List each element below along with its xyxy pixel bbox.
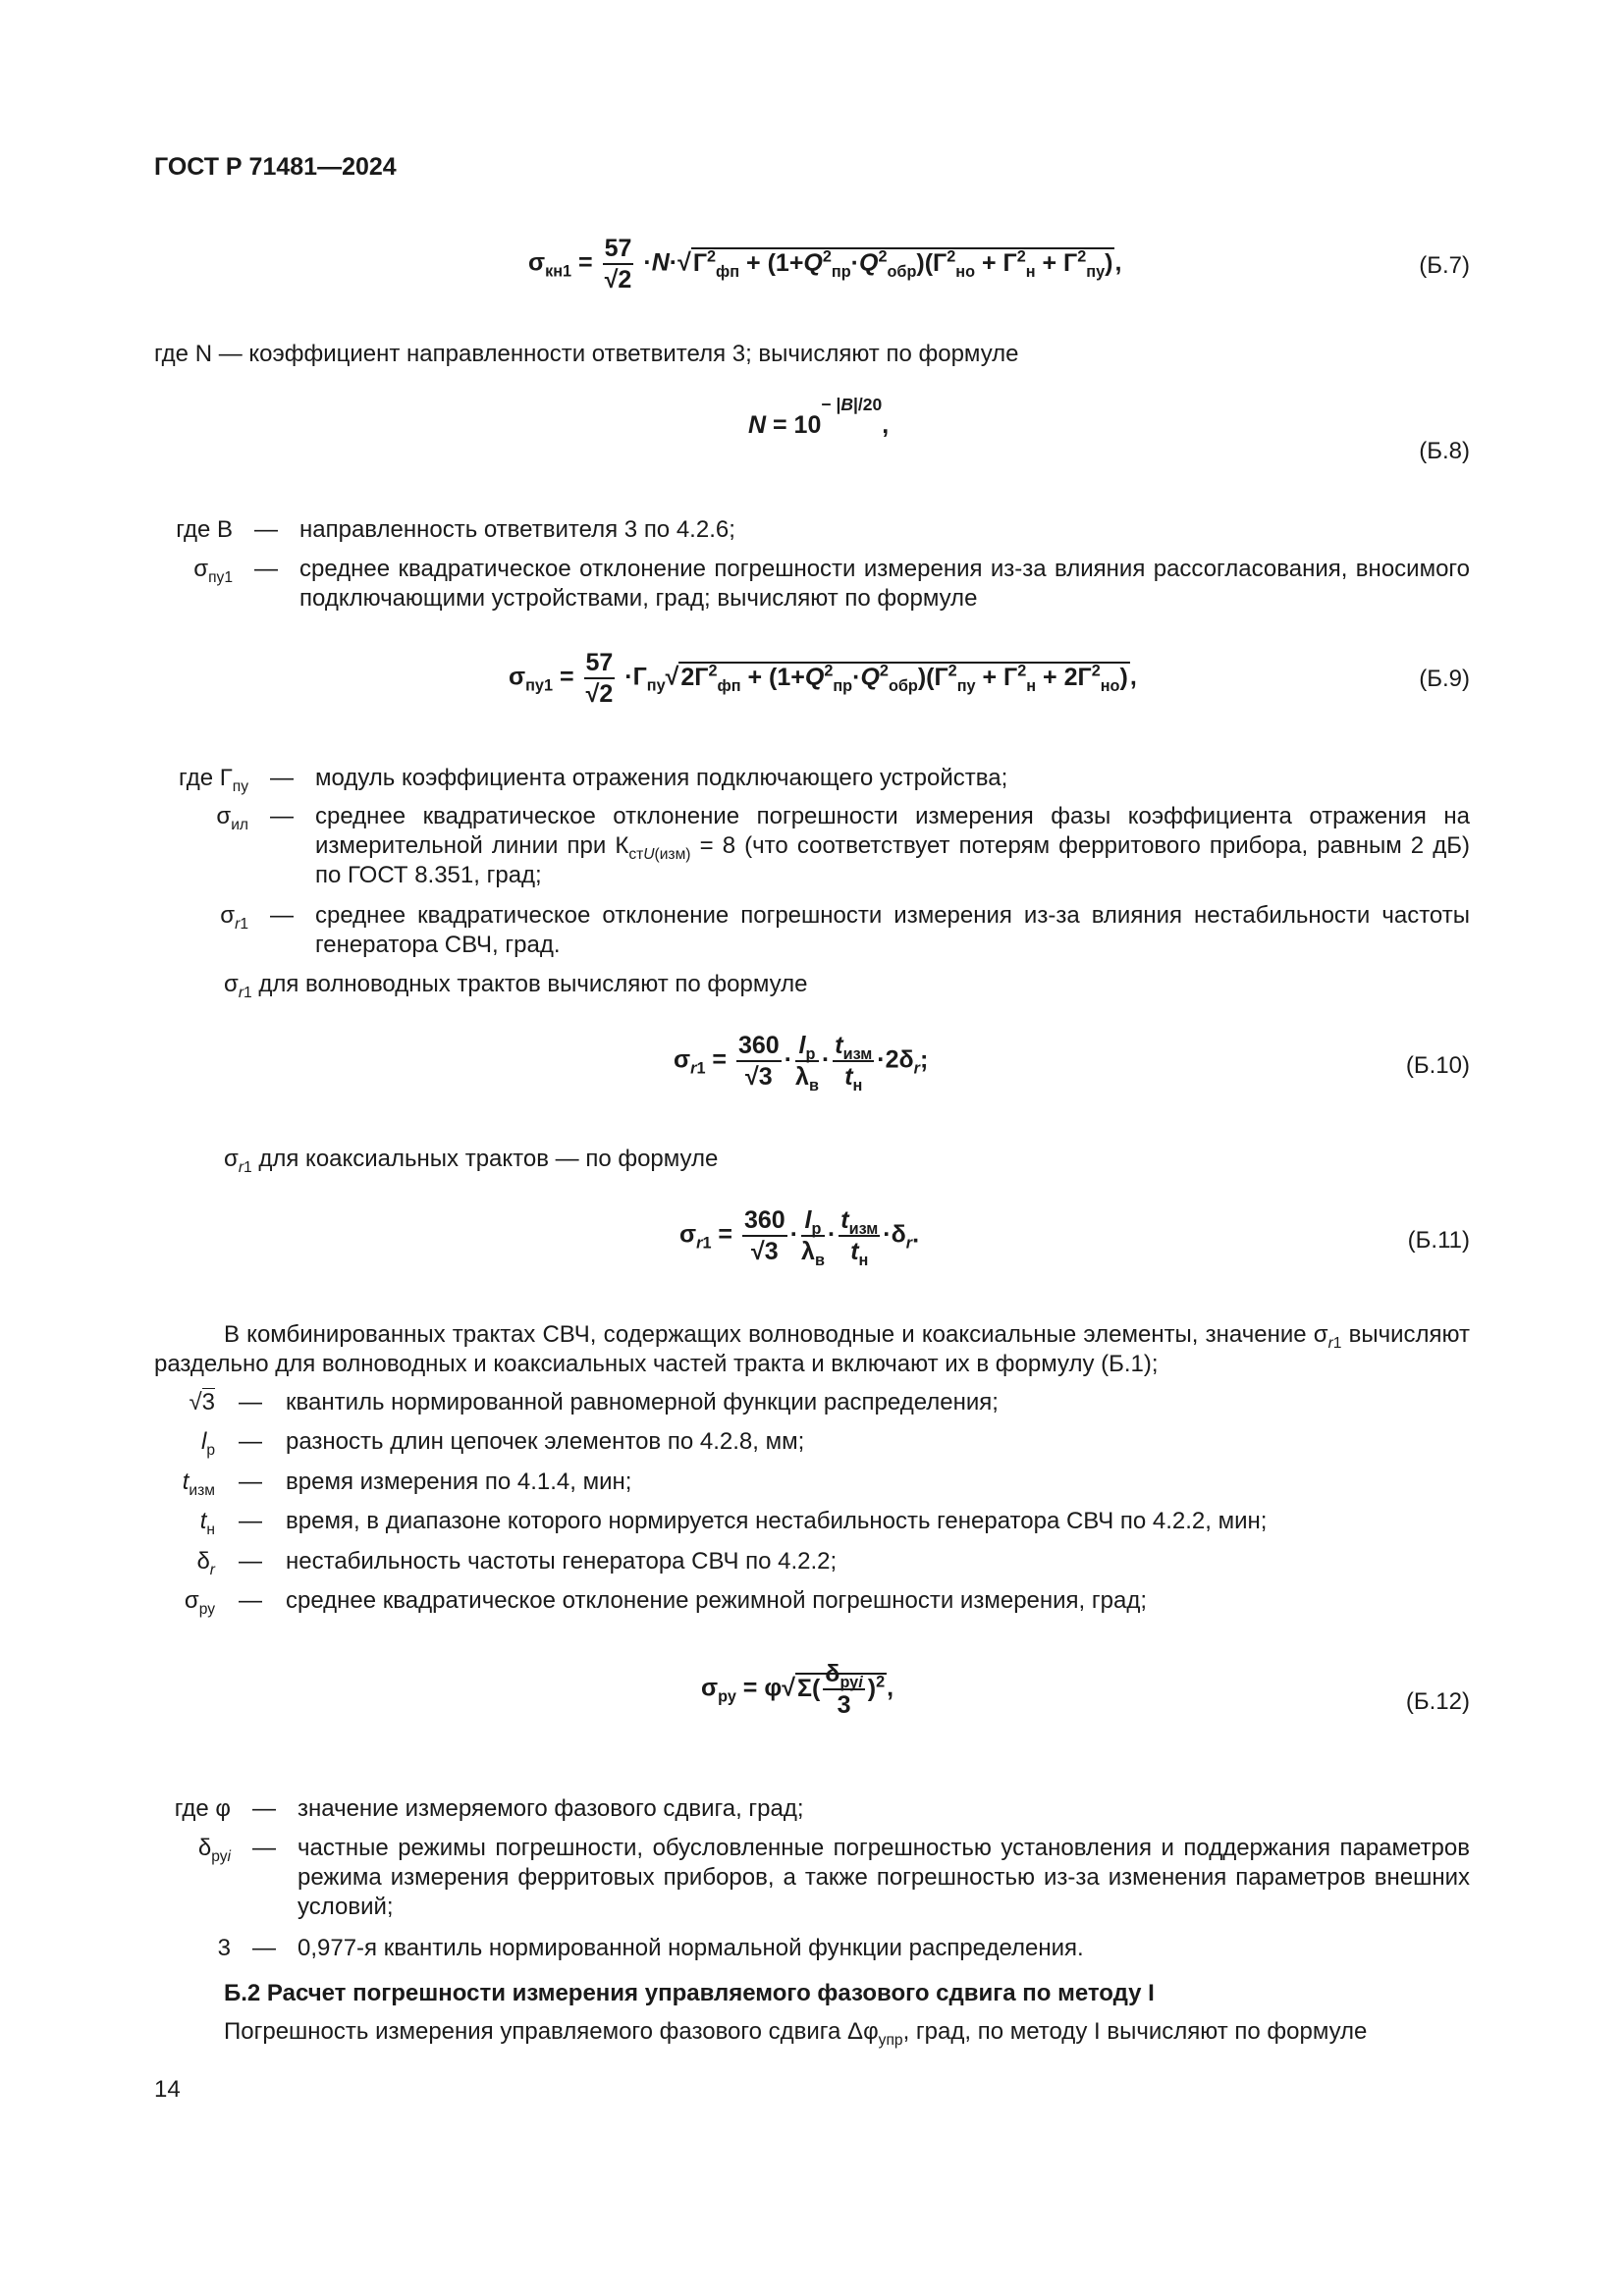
def-dash: —	[270, 803, 294, 829]
def-dash: —	[270, 902, 294, 929]
def-row-lp	[154, 1427, 1470, 1457]
def-text: время измерения по 4.1.4, мин;	[286, 1468, 632, 1495]
def-dash: —	[254, 556, 278, 582]
formula-b9: $\sigma_{пу1}$ = $\frac{57}{√2}$ $\cdot Г_{пу}√2Г^2_{фп} + (1+Q^2_{пр}\cdot Q^2_{обр})(Г^2_{пу} + Г^2_н + 2Г^2_{но})$,	[509, 649, 1137, 708]
def-dash: —	[239, 1587, 262, 1614]
def-row-phi	[154, 1794, 1470, 1824]
def-text: 0,977-я квантиль нормированной нормальной функции распределения.	[298, 1935, 1084, 1961]
def-symbol: $\delta_{руi}$	[197, 1835, 231, 1865]
section-heading-b2: Б.2 Расчет погрешности измерения управляемого фазового сдвига по методу I	[224, 1980, 1155, 2006]
def-symbol: $\sigma_{пу1}$	[193, 556, 233, 586]
def-row-dr	[154, 1547, 1470, 1576]
def-symbol: $\sigma_{r1}$	[220, 902, 248, 933]
def-dash: —	[239, 1389, 262, 1415]
def-symbol: $t_н$	[199, 1508, 215, 1538]
def-row-dpyi	[154, 1834, 1470, 1922]
def-symbol: где φ	[174, 1795, 231, 1822]
def-symbol: $l_р$	[200, 1428, 215, 1459]
def-text: среднее квадратическое отклонение режимной погрешности измерения, град;	[286, 1587, 1147, 1614]
def-row-sqrt3	[154, 1388, 1470, 1417]
last-paragraph: Погрешность измерения управляемого фазового сдвига $\Delta\varphi_{упр}$, град, по методу I вычисляют по формуле	[224, 2018, 1368, 2049]
formula-number-b12: (Б.12)	[1405, 1688, 1470, 1715]
def-text: среднее квадратическое отклонение погрешности измерения фазы коэффициента отражения на измерительной линии при $К_{стU(изм)} = 8$ (что соответствует потерям ферритового прибора, равным 2 дБ) по ГОСТ 8.351, град;	[315, 803, 1470, 888]
formula-b12: $\sigma_{ру} = \varphi√\Sigma$( $\frac{\delta_{руi}}{3}$ )$^2$,	[701, 1660, 894, 1719]
def-text: значение измеряемого фазового сдвига, град;	[298, 1795, 804, 1822]
def-dash: —	[252, 1835, 276, 1861]
def-text: среднее квадратическое отклонение погрешности измерения из-за влияния нестабильности частоты генератора СВЧ, град.	[315, 902, 1470, 958]
formula-number-b11: (Б.11)	[1407, 1227, 1470, 1254]
def-text: время, в диапазоне которого нормируется нестабильность генератора СВЧ по 4.2.2, мин;	[286, 1508, 1268, 1534]
def-row-sigma-il	[154, 802, 1470, 890]
def-row-b	[154, 515, 1470, 545]
def-row-sigma-pu1	[154, 555, 1470, 614]
def-text: разность длин цепочек элементов по 4.2.8, мм;	[286, 1428, 805, 1455]
def-row-tn	[154, 1507, 1470, 1536]
formula-number-b8: (Б.8)	[1419, 438, 1470, 464]
def-text: квантиль нормированной равномерной функции распределения;	[286, 1389, 999, 1415]
def-row-sigma-r1	[154, 901, 1470, 960]
coax-intro: $\sigma_{r1}$ для коаксиальных трактов — по формуле	[224, 1146, 719, 1176]
def-row-tizm	[154, 1468, 1470, 1497]
document-id: ГОСТ Р 71481—2024	[154, 153, 397, 181]
def-text: частные режимы погрешности, обусловленные погрешностью установления и поддержания параметров режима измерения ферритовых приборов, а также погрешностью из-за изменения параметров внешних условий;	[298, 1835, 1470, 1920]
def-symbol: $t_{изм}$	[182, 1468, 215, 1499]
def-symbol: где B	[176, 516, 233, 543]
def-row-g-pu	[154, 764, 1470, 793]
def-text: модуль коэффициента отражения подключающего устройства;	[315, 765, 1008, 791]
page-number: 14	[154, 2076, 181, 2103]
formula-number-b9: (Б.9)	[1419, 666, 1470, 692]
def-symbol: $\sigma_{ил}$	[216, 803, 248, 833]
def-text: направленность ответвителя 3 по 4.2.6;	[299, 516, 735, 543]
def-dash: —	[254, 516, 278, 543]
formula-b7: $\sigma_{кн1}$ = $\frac{57}{√2}$ $\cdot N\cdot√Г^2_{фп} + (1+Q^2_{пр}\cdot Q^2_{обр})(Г^2_{но} + Г^2_н + Г^2_{пу})$,	[528, 235, 1122, 294]
def-dash: —	[270, 765, 294, 791]
def-symbol: $\delta_r$	[196, 1548, 215, 1578]
def-symbol: √3	[189, 1389, 215, 1415]
def-row-three	[154, 1934, 1470, 1963]
def-dash: —	[239, 1468, 262, 1495]
formula-number-b7: (Б.7)	[1419, 252, 1470, 279]
def-symbol: где $Г_{пу}$	[179, 765, 248, 795]
formula-b10: $\sigma_{r1}$ = $\frac{360}{√3}$ · $\frac{l_р}{\lambda_в}$ · $\frac{t_{изм}}{t_н}$ $\cdot 2\delta_r$;	[674, 1032, 929, 1095]
def-dash: —	[239, 1428, 262, 1455]
def-symbol: 3	[217, 1935, 231, 1961]
def-text: среднее квадратическое отклонение погрешности измерения из-за влияния рассогласования, вносимого подключающими устройствами, град; вычисляют по формуле	[299, 556, 1470, 612]
where-n-text: где N — коэффициент направленности ответвителя 3; вычисляют по формуле	[154, 341, 1019, 367]
formula-number-b10: (Б.10)	[1405, 1052, 1470, 1079]
def-row-sigma-ru	[154, 1586, 1470, 1616]
def-dash: —	[252, 1935, 276, 1961]
waveguide-intro: $\sigma_{r1}$ для волноводных трактов вычисляют по формуле	[224, 971, 808, 1001]
formula-b8: $N = 10^{- |B|/20}$,	[748, 394, 890, 439]
def-dash: —	[252, 1795, 276, 1822]
def-dash: —	[239, 1548, 262, 1575]
def-symbol: $\sigma_{ру}$	[184, 1587, 215, 1618]
def-dash: —	[239, 1508, 262, 1534]
combined-paragraph: В комбинированных трактах СВЧ, содержащих волноводные и коаксиальные элементы, значение $\sigma_{r1}$ вычисляют раздельно для волноводных и коаксиальных частей тракта и включают их в формулу (Б.1);	[154, 1321, 1470, 1377]
def-text: нестабильность частоты генератора СВЧ по 4.2.2;	[286, 1548, 838, 1575]
formula-b11: $\sigma_{r1}$ = $\frac{360}{√3}$ · $\frac{l_р}{\lambda_в}$ · $\frac{t_{изм}}{t_н}$ $\cdot\delta_r$.	[679, 1206, 920, 1269]
